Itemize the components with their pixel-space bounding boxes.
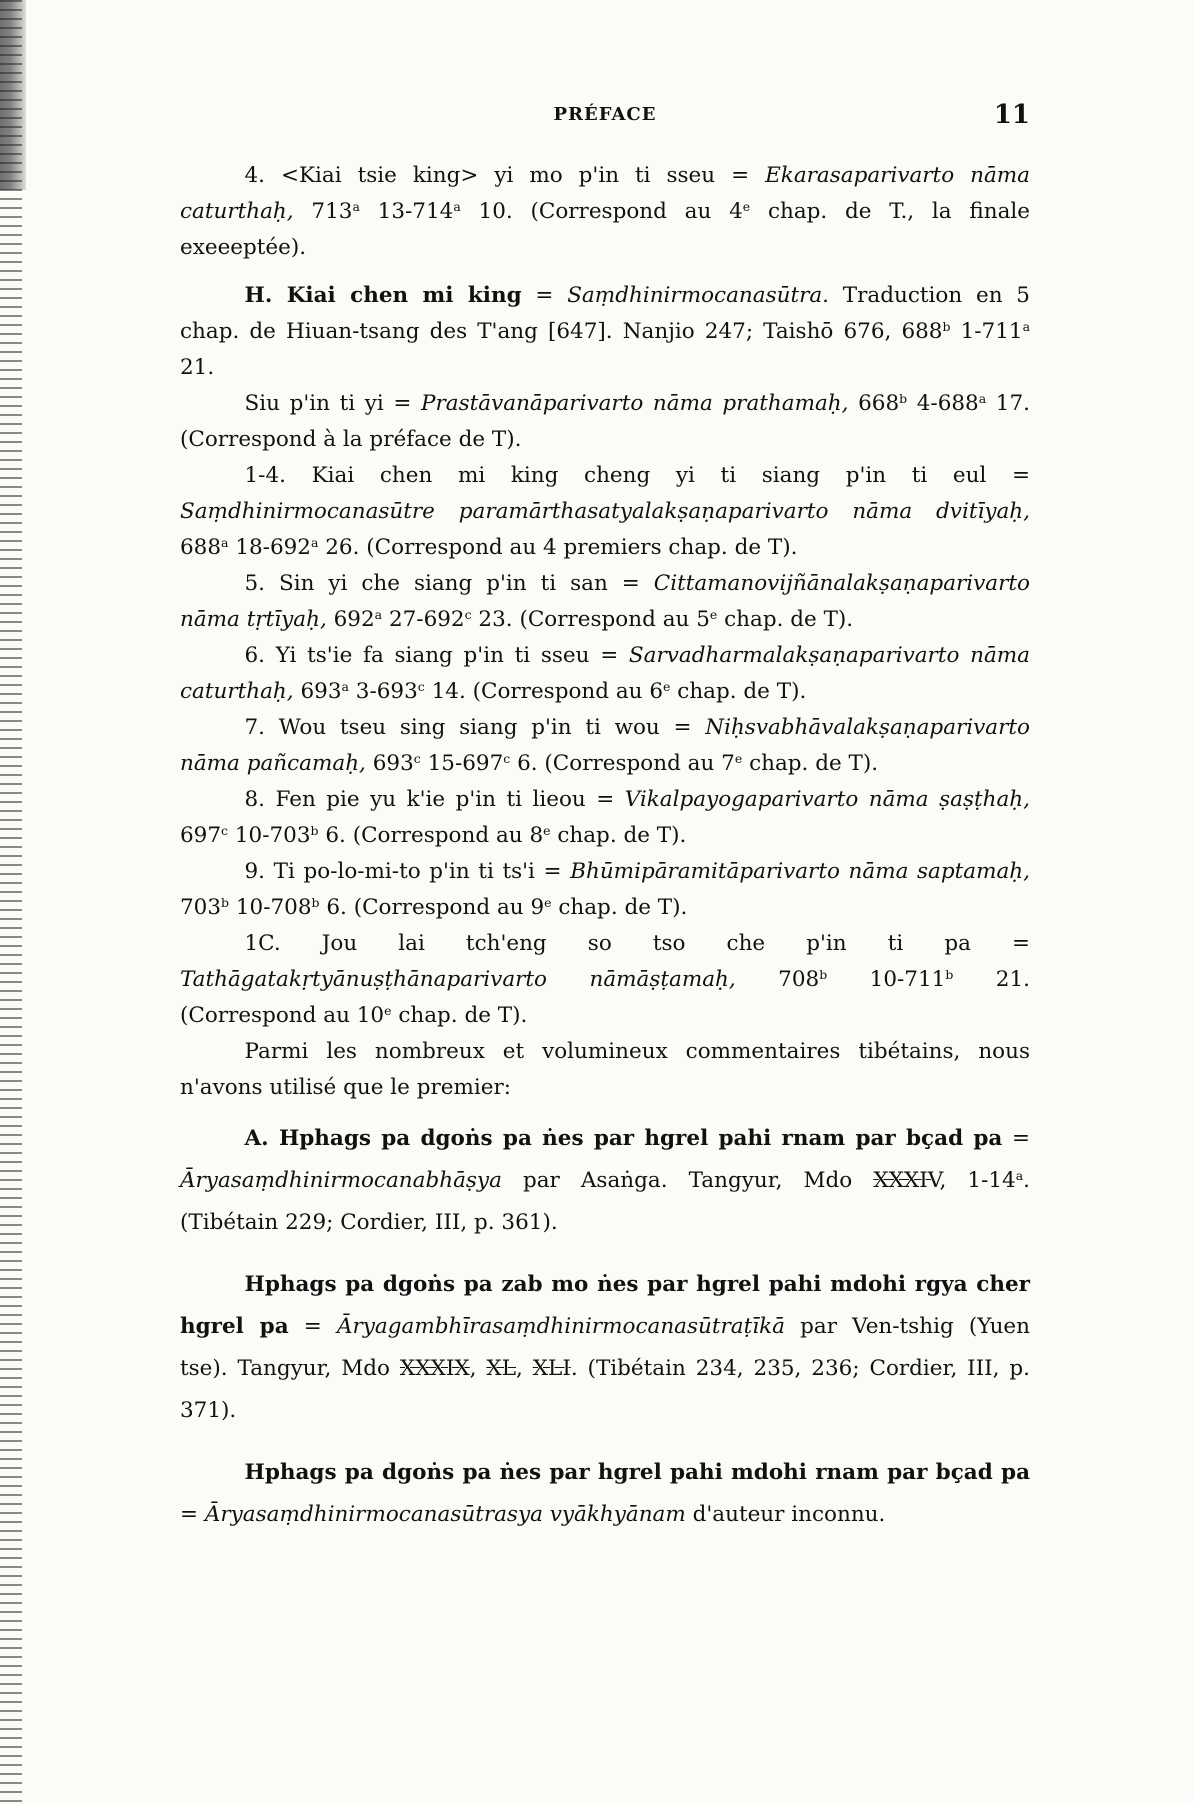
italic-term: Bhūmipāramitāparivarto nāma saptamaḥ,	[570, 859, 1030, 884]
commentary-entry	[180, 1452, 1030, 1536]
commentary-entry-a	[180, 1118, 1030, 1244]
text-run: 713	[293, 199, 353, 224]
list-item	[180, 782, 1030, 854]
page-edge-marks	[0, 0, 22, 1804]
folio-superscript: e	[742, 199, 751, 215]
folio-superscript: e	[663, 679, 671, 695]
list-item	[180, 926, 1030, 1034]
folio-superscript: e	[544, 895, 552, 911]
text-run: =	[288, 1314, 337, 1339]
list-item	[180, 566, 1030, 638]
text-run: par Ven-tshig (Yuen tse). Tangyur, Mdo	[180, 1314, 1031, 1381]
text-run: 10-708	[229, 895, 312, 920]
text-run: =	[180, 1502, 205, 1527]
folio-superscript: e	[543, 823, 551, 839]
folio-superscript: e	[384, 1003, 392, 1019]
text-run: , 1-14	[939, 1168, 1016, 1193]
bold-title: A. Hphags pa dgoṅs pa ṅes par hgrel pahi rnam par bçad pa	[244, 1126, 1003, 1151]
italic-term: Saṃdhinirmocanasūtra.	[567, 283, 830, 308]
italic-term: Āryasaṃdhinirmocanabhāṣya	[180, 1168, 502, 1193]
list-item	[180, 638, 1030, 710]
volume-numeral: XXXIX	[399, 1356, 470, 1381]
text-run: 6. (Correspond au 9	[319, 895, 545, 920]
text-run: 688	[180, 535, 222, 560]
folio-superscript: c	[417, 679, 425, 695]
text-run: 708	[735, 967, 820, 992]
page-body	[180, 158, 1030, 1536]
folio-superscript: a	[978, 391, 987, 407]
text-run: 10-703	[228, 823, 311, 848]
list-item	[180, 386, 1030, 458]
text-run: 692	[326, 607, 375, 632]
folio-superscript: a	[352, 199, 360, 215]
folio-superscript: c	[221, 823, 229, 839]
text-run: 7. Wou tseu sing siang p'in ti wou =	[244, 715, 706, 740]
volume-numeral: XXXIV	[873, 1168, 940, 1193]
text-run: Siu p'in ti yi =	[244, 391, 422, 416]
section-entry-h	[180, 278, 1030, 386]
text-run: 14. (Correspond au 6	[424, 679, 664, 704]
list-item	[180, 854, 1030, 926]
text-run: 697	[180, 823, 222, 848]
italic-term: Āryagambhīrasaṃdhinirmocanasūtraṭīkā	[336, 1314, 785, 1339]
text-run: 26. (Correspond au 4 premiers chap. de T).	[318, 535, 798, 560]
text-run: 5. Sin yi che siang p'in ti san =	[244, 571, 654, 596]
running-title: PRÉFACE	[553, 104, 657, 125]
page-number: 11	[993, 100, 1030, 130]
italic-term: Prastāvanāparivarto nāma prathamaḥ,	[421, 391, 849, 416]
text-run: ,	[515, 1356, 533, 1381]
text-run: 6. (Correspond au 8	[318, 823, 544, 848]
italic-term: Cittamanovijñānalakṣaṇaparivarto nāma tṛtīyaḥ,	[180, 571, 1030, 632]
folio-superscript: c	[413, 751, 421, 767]
italic-term: Ekarasaparivarto nāma caturthaḥ,	[180, 163, 1030, 224]
text-run: 4. <Kiai tsie king> yi mo p'in ti sseu =	[244, 163, 766, 188]
text-run: chap. de T).	[551, 895, 688, 920]
text-run: 693	[365, 751, 414, 776]
italic-term: Āryasaṃdhinirmocanasūtrasya vyākhyānam	[204, 1502, 686, 1527]
folio-superscript: b	[945, 967, 954, 983]
text-run: d'auteur inconnu.	[685, 1502, 886, 1527]
folio-superscript: a	[310, 535, 319, 551]
text-run: 668	[848, 391, 900, 416]
text-run: 13-714	[359, 199, 454, 224]
folio-superscript: b	[942, 319, 951, 335]
text-run: chap. de T).	[742, 751, 879, 776]
text-run: 27-692	[382, 607, 465, 632]
list-item	[180, 158, 1030, 266]
text-run: 8. Fen pie yu k'ie p'in ti lieou =	[244, 787, 625, 812]
text-run: 17. (Correspond à la préface de T).	[180, 391, 1030, 452]
commentary-intro	[180, 1034, 1030, 1106]
text-run: 693	[293, 679, 342, 704]
folio-superscript: b	[899, 391, 908, 407]
text-run: 9. Ti po-lo-mi-to p'in ti ts'i =	[244, 859, 571, 884]
bold-title: Hphags pa dgoṅs pa zab mo ṅes par hgrel pahi mdohi rgya cher hgrel pa	[180, 1272, 1030, 1339]
text-run: chap. de T).	[717, 607, 854, 632]
folio-superscript: a	[453, 199, 461, 215]
folio-superscript: c	[503, 751, 511, 767]
italic-term: Vikalpayogaparivarto nāma ṣaṣṭhaḥ,	[624, 787, 1030, 812]
folio-superscript: a	[1022, 319, 1030, 335]
text-run: 18-692	[228, 535, 311, 560]
folio-superscript: e	[709, 607, 718, 623]
text-run: chap. de T., la finale exeeeptée).	[180, 199, 1030, 260]
text-run: 4-688	[907, 391, 979, 416]
folio-superscript: e	[734, 751, 743, 767]
list-item	[180, 710, 1030, 782]
text-run: par Asaṅga. Tangyur, Mdo	[501, 1168, 874, 1193]
folio-superscript: c	[464, 607, 472, 623]
text-run: 21. (Correspond au 10	[180, 967, 1031, 1028]
bold-title: Hphags pa dgoṅs pa ṅes par hgrel pahi mdohi rnam par bçad pa	[244, 1460, 1030, 1485]
text-run: 703	[180, 895, 222, 920]
folio-superscript: b	[311, 895, 320, 911]
folio-superscript: a	[341, 679, 349, 695]
text-run: chap. de T).	[391, 1003, 528, 1028]
folio-superscript: a	[1015, 1168, 1024, 1184]
text-run: 23. (Correspond au 5	[471, 607, 710, 632]
text-run: . (Tibétain 229; Cordier, III, p. 361).	[180, 1168, 1030, 1235]
text-run: 15-697	[420, 751, 504, 776]
text-run: 21.	[180, 355, 215, 380]
text-run: Traduction en 5 chap. de Hiuan-tsang des T'ang [647]. Nanjio 247; Taishō 676, 688	[180, 283, 1030, 344]
italic-term: Tathāgatakṛtyānuṣṭhānaparivarto nāmāṣṭamaḥ,	[180, 967, 736, 992]
italic-term: Niḥsvabhāvalakṣaṇaparivarto nāma pañcamaḥ,	[180, 715, 1030, 776]
volume-numeral: XLI	[532, 1356, 571, 1381]
folio-superscript: a	[374, 607, 383, 623]
list-item	[180, 458, 1030, 566]
text-run: 6. Yi ts'ie fa siang p'in ti sseu =	[244, 643, 629, 668]
text-run: 1-4. Kiai chen mi king cheng yi ti siang p'in ti eul =	[244, 463, 1030, 488]
text-run: ,	[469, 1356, 487, 1381]
volume-numeral: XL	[486, 1356, 516, 1381]
folio-superscript: b	[310, 823, 319, 839]
folio-superscript: a	[221, 535, 229, 551]
folio-superscript: b	[221, 895, 230, 911]
text-run: 10-711	[827, 967, 946, 992]
folio-superscript: b	[819, 967, 828, 983]
text-run: Parmi les nombreux et volumineux commentaires tibétains, nous n'avons utilisé que le premier:	[180, 1039, 1030, 1100]
text-run: 1C. Jou lai tch'eng so tso che p'in ti pa =	[244, 931, 1030, 956]
text-run: 1-711	[950, 319, 1023, 344]
text-run: chap. de T).	[550, 823, 687, 848]
text-run: 3-693	[348, 679, 418, 704]
italic-term: Sarvadharmalakṣaṇaparivarto nāma caturthaḥ,	[180, 643, 1030, 704]
bold-title: H. Kiai chen mi king	[244, 283, 522, 308]
text-run: =	[521, 283, 568, 308]
text-run: . (Tibétain 234, 235, 236; Cordier, III, p. 371).	[180, 1356, 1031, 1423]
text-run: 10. (Correspond au 4	[460, 199, 743, 224]
page-header	[180, 100, 1030, 140]
text-run: 6. (Correspond au 7	[510, 751, 735, 776]
text-run: =	[1002, 1126, 1030, 1151]
commentary-entry	[180, 1264, 1030, 1432]
text-run: chap. de T).	[670, 679, 807, 704]
italic-term: Saṃdhinirmocanasūtre paramārthasatyalakṣaṇaparivarto nāma dvitīyaḥ,	[180, 499, 1030, 524]
